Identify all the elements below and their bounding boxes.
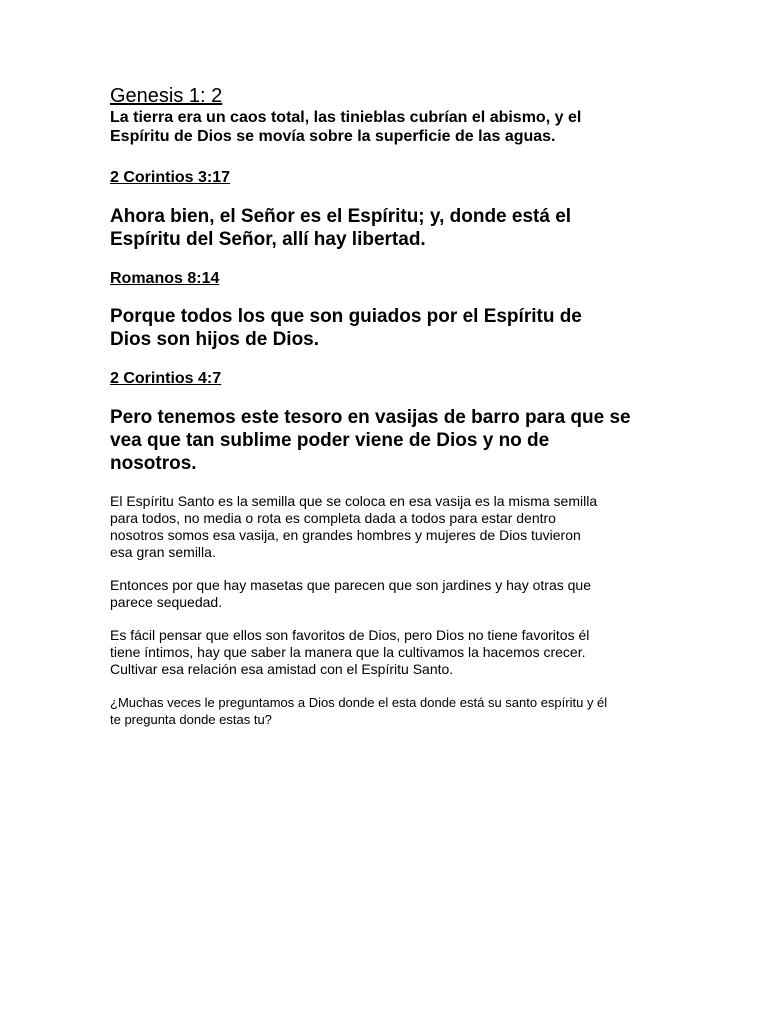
genesis-section bbox=[110, 84, 670, 146]
romanos-section bbox=[110, 269, 670, 351]
corintios-4-section bbox=[110, 369, 670, 475]
corintios-4-verse-line-3: nosotros. bbox=[110, 453, 197, 474]
paragraph-3-line-2: tiene íntimos, hay que saber la manera que la cultivamos la hacemos crecer. bbox=[110, 644, 586, 660]
romanos-reference: Romanos 8:14 bbox=[110, 270, 220, 287]
corintios-4-reference: 2 Corintios 4:7 bbox=[110, 370, 222, 387]
document-page bbox=[110, 84, 670, 728]
paragraph-3 bbox=[110, 627, 670, 678]
corintios-3-reference: 2 Corintios 3:17 bbox=[110, 169, 231, 186]
romanos-verse-line-2: Dios son hijos de Dios. bbox=[110, 329, 320, 350]
paragraph-4-line-2: te pregunta donde estas tu? bbox=[110, 712, 272, 727]
romanos-verse-line-1: Porque todos los que son guiados por el Espíritu de bbox=[110, 306, 582, 327]
corintios-3-verse-line-2: Espíritu del Señor, allí hay libertad. bbox=[110, 229, 426, 250]
paragraph-4 bbox=[110, 694, 670, 728]
corintios-4-verse-line-1: Pero tenemos este tesoro en vasijas de barro para que se bbox=[110, 407, 631, 428]
paragraph-1 bbox=[110, 493, 670, 561]
corintios-4-verse-line-2: vea que tan sublime poder viene de Dios y no de bbox=[110, 430, 550, 451]
corintios-3-section bbox=[110, 168, 670, 251]
paragraph-2-line-2: parece sequedad. bbox=[110, 594, 223, 610]
genesis-reference: Genesis 1: 2 bbox=[110, 85, 223, 107]
paragraph-1-line-1: El Espíritu Santo es la semilla que se coloca en esa vasija es la misma semilla bbox=[110, 493, 598, 509]
paragraph-4-line-1: ¿Muchas veces le preguntamos a Dios donde el esta donde está su santo espíritu y él bbox=[110, 695, 608, 710]
paragraph-3-line-3: Cultivar esa relación esa amistad con el Espíritu Santo. bbox=[110, 661, 454, 677]
paragraph-3-line-1: Es fácil pensar que ellos son favoritos de Dios, pero Dios no tiene favoritos él bbox=[110, 627, 590, 643]
paragraph-2-line-1: Entonces por que hay masetas que parecen que son jardines y hay otras que bbox=[110, 577, 591, 593]
paragraph-1-line-2: para todos, no media o rota es completa dada a todos para estar dentro bbox=[110, 510, 556, 526]
paragraph-1-line-3: nosotros somos esa vasija, en grandes hombres y mujeres de Dios tuvieron bbox=[110, 527, 581, 543]
genesis-verse-line-1: La tierra era un caos total, las tinieblas cubrían el abismo, y el bbox=[110, 109, 582, 126]
corintios-3-verse-line-1: Ahora bien, el Señor es el Espíritu; y, donde está el bbox=[110, 206, 572, 227]
paragraph-2 bbox=[110, 577, 670, 611]
genesis-verse-line-2: Espíritu de Dios se movía sobre la superficie de las aguas. bbox=[110, 128, 556, 145]
paragraph-1-line-4: esa gran semilla. bbox=[110, 544, 216, 560]
